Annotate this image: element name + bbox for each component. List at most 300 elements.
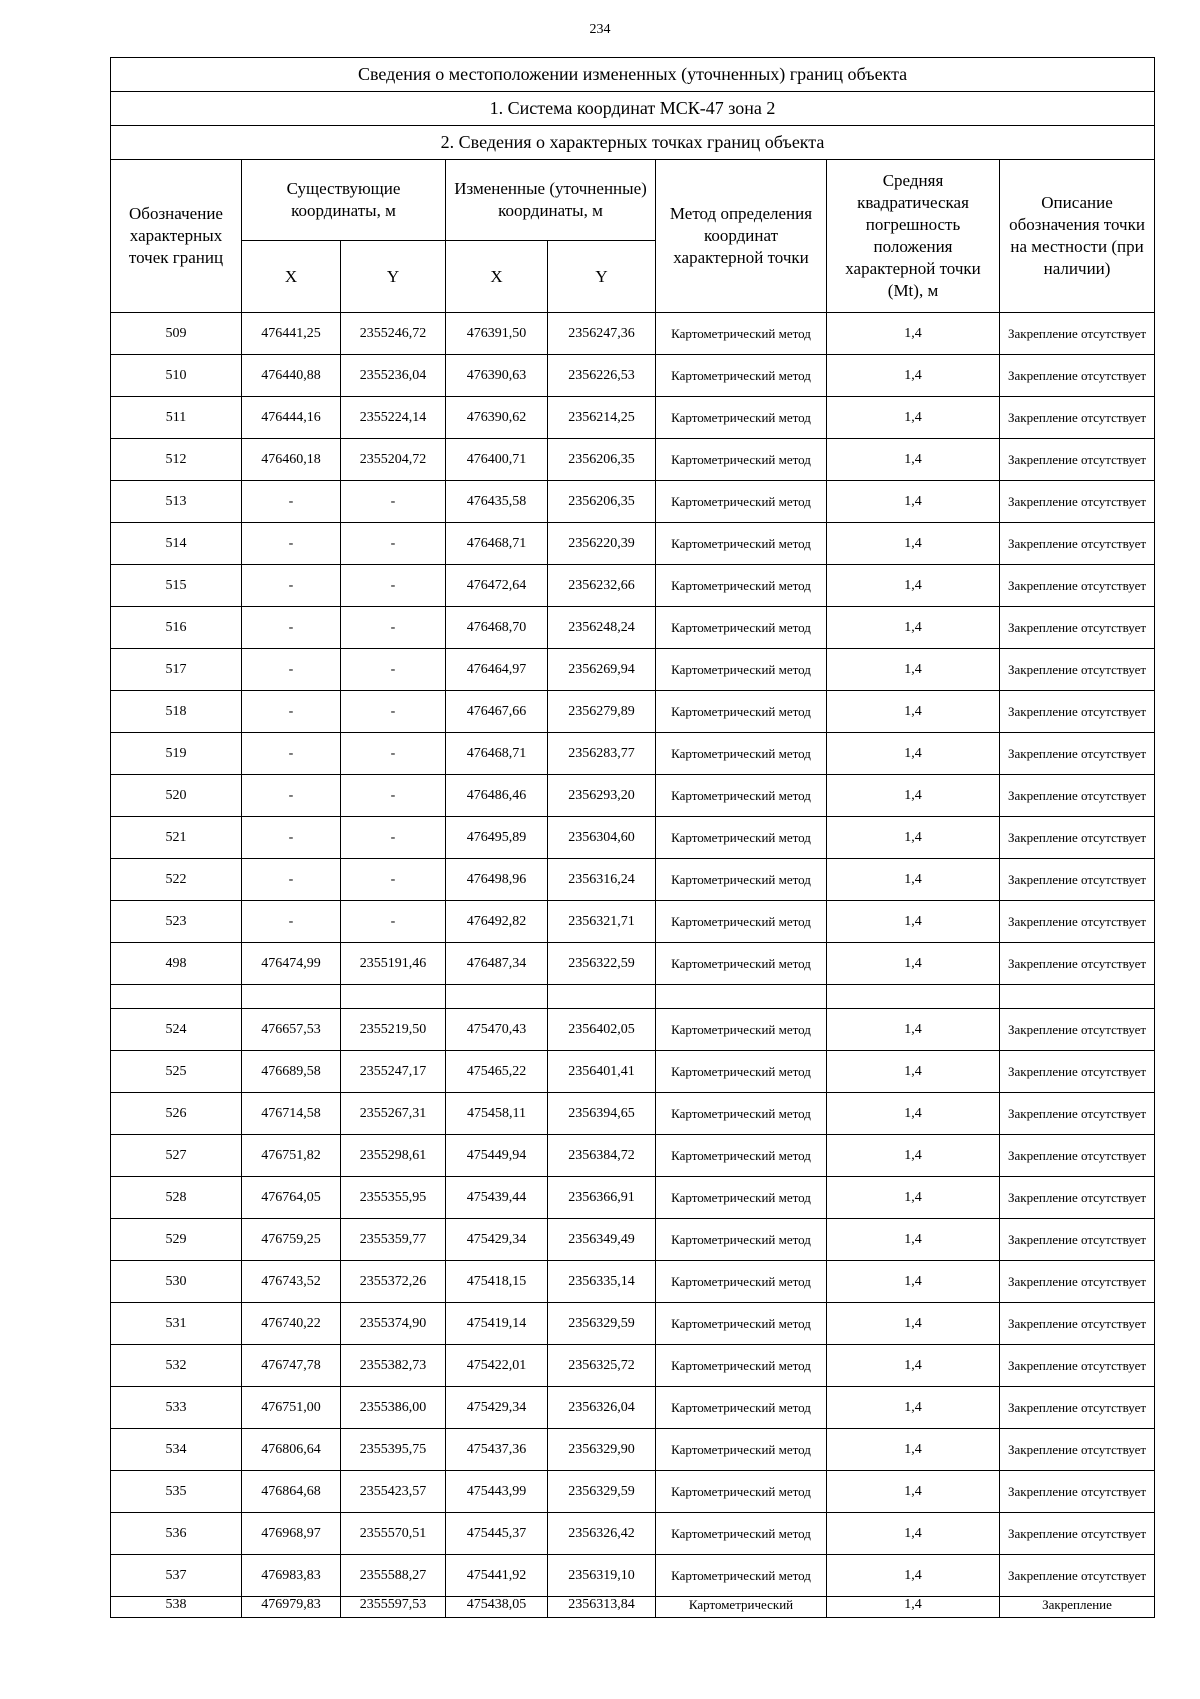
cell-changed-x: 476435,58 [446,481,548,523]
cell-mean-error: 1,4 [827,649,1000,691]
cell-existing-y: 2355372,26 [341,1261,446,1303]
cell-description: Закрепление отсутствует [1000,355,1155,397]
cell-method: Картометрический метод [656,565,827,607]
cell-point-id: 528 [111,1177,242,1219]
cell-changed-x: 476390,62 [446,397,548,439]
cell-method: Картометрический метод [656,1093,827,1135]
cell-existing-x: - [242,481,341,523]
cell-method: Картометрический [656,1597,827,1618]
cell-changed-y: 2356247,36 [548,313,656,355]
cell-description: Закрепление отсутствует [1000,1345,1155,1387]
cell-description: Закрепление отсутствует [1000,817,1155,859]
cell-point-id: 516 [111,607,242,649]
blank-cell [446,985,548,1009]
cell-method: Картометрический метод [656,313,827,355]
cell-point-id: 534 [111,1429,242,1471]
cell-changed-x: 475470,43 [446,1009,548,1051]
cell-changed-y: 2356329,90 [548,1429,656,1471]
cell-mean-error: 1,4 [827,691,1000,733]
cell-mean-error: 1,4 [827,1303,1000,1345]
blank-cell [827,985,1000,1009]
cell-point-id: 511 [111,397,242,439]
cell-existing-x: - [242,565,341,607]
cell-description: Закрепление отсутствует [1000,1471,1155,1513]
cell-changed-y: 2356326,42 [548,1513,656,1555]
cell-method: Картометрический метод [656,817,827,859]
cell-method: Картометрический метод [656,1513,827,1555]
cell-description: Закрепление отсутствует [1000,649,1155,691]
cell-existing-y: 2355236,04 [341,355,446,397]
cell-mean-error: 1,4 [827,607,1000,649]
table-row [111,1429,1155,1471]
cell-point-id: 513 [111,481,242,523]
cell-method: Картометрический метод [656,1177,827,1219]
cell-existing-x: 476806,64 [242,1429,341,1471]
cell-existing-y: - [341,607,446,649]
cell-existing-x: 476864,68 [242,1471,341,1513]
table-row [111,397,1155,439]
table-row [111,1387,1155,1429]
cell-point-id: 530 [111,1261,242,1303]
cell-description: Закрепление отсутствует [1000,1009,1155,1051]
cell-existing-y: - [341,733,446,775]
cell-changed-x: 475465,22 [446,1051,548,1093]
table-row [111,775,1155,817]
cell-existing-y: - [341,649,446,691]
cell-description: Закрепление отсутствует [1000,1303,1155,1345]
cell-existing-y: - [341,775,446,817]
cell-existing-x: 476444,16 [242,397,341,439]
cell-method: Картометрический метод [656,481,827,523]
table-row [111,1093,1155,1135]
cell-mean-error: 1,4 [827,481,1000,523]
header-existing-y: Y [341,241,446,313]
cell-existing-y: 2355570,51 [341,1513,446,1555]
cell-description: Закрепление отсутствует [1000,733,1155,775]
cell-description: Закрепление отсутствует [1000,775,1155,817]
header-designation: Обозначение характерных точек границ [111,160,242,313]
table-row [111,649,1155,691]
cell-mean-error: 1,4 [827,775,1000,817]
cell-existing-x: 476751,82 [242,1135,341,1177]
header-description: Описание обозначения точки на местности (при наличии) [1000,160,1155,313]
table-row [111,901,1155,943]
table-row [111,733,1155,775]
cell-changed-x: 476391,50 [446,313,548,355]
cell-existing-y: - [341,523,446,565]
cell-description: Закрепление отсутствует [1000,565,1155,607]
cell-existing-x: - [242,523,341,565]
table-row [111,565,1155,607]
table-row [111,1135,1155,1177]
cell-point-id: 531 [111,1303,242,1345]
cell-existing-y: 2355382,73 [341,1345,446,1387]
cell-existing-x: - [242,775,341,817]
cell-changed-y: 2356329,59 [548,1303,656,1345]
cell-method: Картометрический метод [656,1051,827,1093]
cell-method: Картометрический метод [656,1429,827,1471]
cell-point-id: 533 [111,1387,242,1429]
cell-existing-x: 476441,25 [242,313,341,355]
blank-cell [341,985,446,1009]
cell-mean-error: 1,4 [827,1219,1000,1261]
table-row [111,1219,1155,1261]
cell-changed-y: 2356349,49 [548,1219,656,1261]
cell-description: Закрепление отсутствует [1000,1429,1155,1471]
cell-changed-y: 2356335,14 [548,1261,656,1303]
cell-description: Закрепление отсутствует [1000,1219,1155,1261]
cell-mean-error: 1,4 [827,1093,1000,1135]
cell-changed-y: 2356248,24 [548,607,656,649]
cell-changed-x: 475429,34 [446,1219,548,1261]
cell-mean-error: 1,4 [827,565,1000,607]
cell-existing-y: 2355247,17 [341,1051,446,1093]
cell-changed-x: 476468,70 [446,607,548,649]
blank-cell [548,985,656,1009]
cell-changed-x: 475441,92 [446,1555,548,1597]
cell-changed-y: 2356319,10 [548,1555,656,1597]
cell-point-id: 509 [111,313,242,355]
page-number: 234 [589,22,611,37]
table-row [111,817,1155,859]
cell-method: Картометрический метод [656,859,827,901]
cell-changed-y: 2356316,24 [548,859,656,901]
cell-description: Закрепление отсутствует [1000,901,1155,943]
cell-method: Картометрический метод [656,649,827,691]
cell-point-id: 525 [111,1051,242,1093]
cell-point-id: 535 [111,1471,242,1513]
cell-changed-y: 2356279,89 [548,691,656,733]
cell-method: Картометрический метод [656,1219,827,1261]
cell-changed-x: 475422,01 [446,1345,548,1387]
cell-mean-error: 1,4 [827,313,1000,355]
cell-method: Картометрический метод [656,1387,827,1429]
cell-changed-y: 2356384,72 [548,1135,656,1177]
cell-method: Картометрический метод [656,1303,827,1345]
table-row [111,1471,1155,1513]
cell-mean-error: 1,4 [827,1135,1000,1177]
cell-existing-y: 2355219,50 [341,1009,446,1051]
cell-point-id: 526 [111,1093,242,1135]
cell-existing-x: 476751,00 [242,1387,341,1429]
table-row [111,1345,1155,1387]
cell-existing-x: 476759,25 [242,1219,341,1261]
cell-description: Закрепление отсутствует [1000,1261,1155,1303]
cell-point-id: 514 [111,523,242,565]
cell-description: Закрепление отсутствует [1000,607,1155,649]
cell-method: Картометрический метод [656,607,827,649]
cell-point-id: 521 [111,817,242,859]
cell-existing-y: 2355374,90 [341,1303,446,1345]
cell-method: Картометрический метод [656,901,827,943]
cell-point-id: 520 [111,775,242,817]
cell-mean-error: 1,4 [827,1345,1000,1387]
header-method: Метод определения координат характерной точки [656,160,827,313]
cell-description: Закрепление отсутствует [1000,1555,1155,1597]
cell-description: Закрепление отсутствует [1000,691,1155,733]
cell-description: Закрепление отсутствует [1000,439,1155,481]
table-row [111,523,1155,565]
cell-mean-error: 1,4 [827,859,1000,901]
table-row [111,1051,1155,1093]
cell-existing-x: 476440,88 [242,355,341,397]
cell-description: Закрепление [1000,1597,1155,1618]
cell-existing-y: 2355191,46 [341,943,446,985]
cell-existing-x: 476743,52 [242,1261,341,1303]
cell-changed-x: 476498,96 [446,859,548,901]
cell-changed-y: 2356366,91 [548,1177,656,1219]
cell-changed-y: 2356401,41 [548,1051,656,1093]
cell-changed-x: 476390,63 [446,355,548,397]
cell-method: Картометрический метод [656,691,827,733]
blank-cell [242,985,341,1009]
table-row [111,1303,1155,1345]
table-row [111,481,1155,523]
cell-point-id: 518 [111,691,242,733]
cell-changed-x: 476464,97 [446,649,548,691]
cell-changed-x: 475458,11 [446,1093,548,1135]
cell-description: Закрепление отсутствует [1000,313,1155,355]
cell-existing-y: 2355224,14 [341,397,446,439]
cell-description: Закрепление отсутствует [1000,1135,1155,1177]
header-existing-coordinates: Существующие координаты, м [242,160,446,241]
cell-changed-x: 476486,46 [446,775,548,817]
header-existing-x: X [242,241,341,313]
cell-point-id: 522 [111,859,242,901]
cell-existing-y: 2355588,27 [341,1555,446,1597]
cell-changed-y: 2356283,77 [548,733,656,775]
cell-changed-y: 2356206,35 [548,439,656,481]
cell-changed-y: 2356322,59 [548,943,656,985]
cell-changed-x: 475437,36 [446,1429,548,1471]
cell-changed-y: 2356214,25 [548,397,656,439]
cell-method: Картометрический метод [656,733,827,775]
table-row [111,439,1155,481]
cell-changed-x: 476468,71 [446,733,548,775]
cell-changed-y: 2356226,53 [548,355,656,397]
table-row [111,355,1155,397]
cell-mean-error: 1,4 [827,1429,1000,1471]
cell-existing-y: - [341,901,446,943]
coordinates-table [110,57,1155,1618]
cell-existing-x: 476689,58 [242,1051,341,1093]
cell-method: Картометрический метод [656,355,827,397]
cell-description: Закрепление отсутствует [1000,1513,1155,1555]
cell-method: Картометрический метод [656,1345,827,1387]
cell-point-id: 529 [111,1219,242,1261]
cell-existing-x: 476657,53 [242,1009,341,1051]
cell-existing-y: 2355355,95 [341,1177,446,1219]
table-row [111,313,1155,355]
cell-mean-error: 1,4 [827,355,1000,397]
cell-existing-x: 476968,97 [242,1513,341,1555]
cell-mean-error: 1,4 [827,943,1000,985]
cell-description: Закрепление отсутствует [1000,1177,1155,1219]
cell-existing-y: 2355267,31 [341,1093,446,1135]
cell-existing-y: 2355395,75 [341,1429,446,1471]
table-title: Сведения о местоположении измененных (уточненных) границ объекта [111,58,1155,92]
cell-method: Картометрический метод [656,1471,827,1513]
table-row [111,607,1155,649]
cell-mean-error: 1,4 [827,1555,1000,1597]
cell-changed-y: 2356293,20 [548,775,656,817]
cell-existing-y: 2355386,00 [341,1387,446,1429]
cell-changed-y: 2356304,60 [548,817,656,859]
cell-mean-error: 1,4 [827,523,1000,565]
cell-existing-x: 476474,99 [242,943,341,985]
cell-existing-y: 2355359,77 [341,1219,446,1261]
cell-point-id: 523 [111,901,242,943]
cell-point-id: 536 [111,1513,242,1555]
cell-changed-y: 2356326,04 [548,1387,656,1429]
cell-mean-error: 1,4 [827,1471,1000,1513]
cell-description: Закрепление отсутствует [1000,1093,1155,1135]
cell-description: Закрепление отсутствует [1000,1387,1155,1429]
header-mean-error: Средняя квадратическая погрешность положения характерной точки (Mt), м [827,160,1000,313]
cell-changed-y: 2356232,66 [548,565,656,607]
cell-mean-error: 1,4 [827,1261,1000,1303]
table-row [111,859,1155,901]
cell-method: Картометрический метод [656,775,827,817]
table-row [111,1009,1155,1051]
cell-existing-y: 2355423,57 [341,1471,446,1513]
cell-existing-y: - [341,481,446,523]
cell-changed-y: 2356394,65 [548,1093,656,1135]
cell-changed-x: 475419,14 [446,1303,548,1345]
table-row-blank [111,985,1155,1009]
cell-method: Картометрический метод [656,1009,827,1051]
cell-method: Картометрический метод [656,943,827,985]
cell-changed-x: 475443,99 [446,1471,548,1513]
cell-point-id: 510 [111,355,242,397]
cell-point-id: 532 [111,1345,242,1387]
cell-method: Картометрический метод [656,397,827,439]
cell-mean-error: 1,4 [827,397,1000,439]
table-row [111,691,1155,733]
cell-existing-x: - [242,901,341,943]
cell-changed-x: 475445,37 [446,1513,548,1555]
blank-cell [1000,985,1155,1009]
cell-changed-x: 475418,15 [446,1261,548,1303]
cell-method: Картометрический метод [656,1135,827,1177]
blank-cell [111,985,242,1009]
table-row [111,1597,1155,1618]
cell-existing-y: - [341,817,446,859]
cell-point-id: 519 [111,733,242,775]
table-row [111,1555,1155,1597]
cell-existing-x: 476460,18 [242,439,341,481]
cell-changed-x: 475438,05 [446,1597,548,1618]
cell-changed-x: 475449,94 [446,1135,548,1177]
cell-existing-x: - [242,691,341,733]
cell-existing-x: 476747,78 [242,1345,341,1387]
table-row [111,943,1155,985]
cell-changed-x: 476400,71 [446,439,548,481]
cell-changed-y: 2356402,05 [548,1009,656,1051]
header-changed-coordinates: Измененные (уточненные) координаты, м [446,160,656,241]
cell-changed-x: 475429,34 [446,1387,548,1429]
table-row [111,1261,1155,1303]
cell-method: Картометрический метод [656,1261,827,1303]
cell-existing-x: 476740,22 [242,1303,341,1345]
cell-point-id: 515 [111,565,242,607]
cell-description: Закрепление отсутствует [1000,523,1155,565]
cell-changed-y: 2356206,35 [548,481,656,523]
coordinate-system-title: 1. Система координат МСК-47 зона 2 [111,92,1155,126]
blank-cell [656,985,827,1009]
cell-changed-y: 2356329,59 [548,1471,656,1513]
cell-point-id: 527 [111,1135,242,1177]
table-row [111,1177,1155,1219]
cell-existing-x: 476764,05 [242,1177,341,1219]
cell-mean-error: 1,4 [827,1051,1000,1093]
cell-point-id: 538 [111,1597,242,1618]
cell-description: Закрепление отсутствует [1000,943,1155,985]
cell-changed-y: 2356321,71 [548,901,656,943]
section-title: 2. Сведения о характерных точках границ объекта [111,126,1155,160]
cell-changed-x: 476472,64 [446,565,548,607]
cell-mean-error: 1,4 [827,733,1000,775]
cell-point-id: 524 [111,1009,242,1051]
cell-existing-x: - [242,733,341,775]
cell-point-id: 498 [111,943,242,985]
cell-existing-y: - [341,859,446,901]
cell-mean-error: 1,4 [827,1009,1000,1051]
cell-mean-error: 1,4 [827,1597,1000,1618]
cell-existing-x: - [242,607,341,649]
cell-changed-y: 2356269,94 [548,649,656,691]
cell-method: Картометрический метод [656,439,827,481]
cell-changed-x: 476467,66 [446,691,548,733]
cell-existing-x: - [242,817,341,859]
cell-changed-x: 476468,71 [446,523,548,565]
cell-changed-x: 475439,44 [446,1177,548,1219]
cell-changed-y: 2356220,39 [548,523,656,565]
cell-description: Закрепление отсутствует [1000,397,1155,439]
cell-mean-error: 1,4 [827,439,1000,481]
table-row [111,1513,1155,1555]
cell-existing-x: - [242,649,341,691]
cell-existing-y: 2355246,72 [341,313,446,355]
cell-description: Закрепление отсутствует [1000,481,1155,523]
cell-existing-y: 2355298,61 [341,1135,446,1177]
cell-changed-x: 476495,89 [446,817,548,859]
cell-changed-x: 476492,82 [446,901,548,943]
cell-mean-error: 1,4 [827,817,1000,859]
cell-method: Картометрический метод [656,523,827,565]
cell-point-id: 512 [111,439,242,481]
cell-existing-y: - [341,691,446,733]
cell-changed-y: 2356325,72 [548,1345,656,1387]
cell-changed-x: 476487,34 [446,943,548,985]
cell-existing-x: - [242,859,341,901]
cell-existing-y: 2355204,72 [341,439,446,481]
cell-method: Картометрический метод [656,1555,827,1597]
cell-existing-x: 476979,83 [242,1597,341,1618]
header-changed-x: X [446,241,548,313]
cell-mean-error: 1,4 [827,1387,1000,1429]
cell-existing-x: 476983,83 [242,1555,341,1597]
cell-point-id: 517 [111,649,242,691]
cell-mean-error: 1,4 [827,901,1000,943]
cell-mean-error: 1,4 [827,1177,1000,1219]
cell-description: Закрепление отсутствует [1000,1051,1155,1093]
header-changed-y: Y [548,241,656,313]
cell-mean-error: 1,4 [827,1513,1000,1555]
cell-description: Закрепление отсутствует [1000,859,1155,901]
cell-existing-y: 2355597,53 [341,1597,446,1618]
cell-existing-y: - [341,565,446,607]
